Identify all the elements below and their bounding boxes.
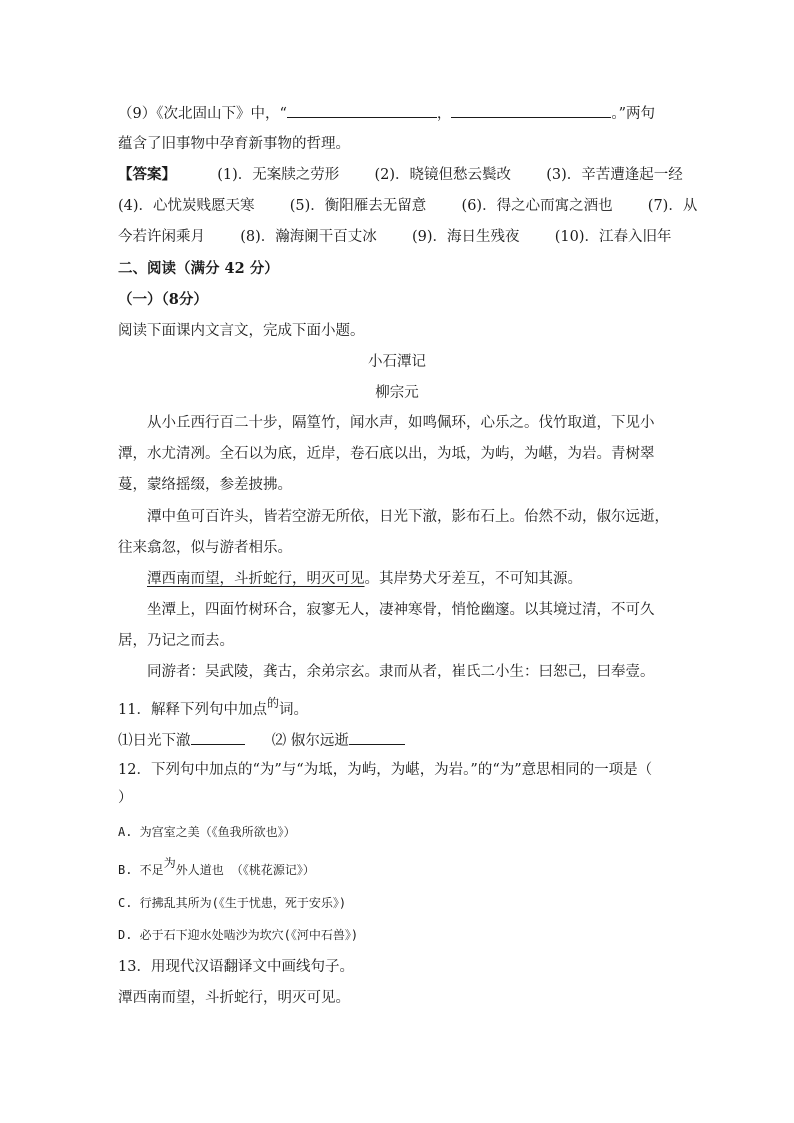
q9-comma: ， (436, 106, 452, 122)
option-d-text: D. 必于石下迎水处啮沙为坎穴(《河中石兽》) (118, 928, 359, 942)
section-subtitle: （一）（8分） (118, 291, 208, 308)
q12-title-end: ） (118, 790, 133, 806)
q12-option-b[interactable] (118, 856, 315, 880)
answer-item: (9)．海日生残夜 (411, 229, 520, 245)
answer-item: (7)．从 (647, 198, 698, 214)
q11-item-1: ⑴日光下澈 (118, 733, 191, 749)
q11-superscript: 的 (266, 696, 279, 710)
q12-option-d[interactable] (118, 925, 358, 945)
q11-blank-1[interactable] (191, 730, 245, 745)
option-c-text: C. 行拂乱其所为(《生于忧患，死于安乐》) (118, 896, 347, 910)
q13-title: 13．用现代汉语翻译文中画线句子。 (118, 959, 354, 975)
passage-title: 小石潭记 (368, 354, 426, 370)
option-b-text-end: 外人道也 （《桃花源记》） (175, 863, 315, 877)
q12-option-a[interactable] (118, 822, 296, 842)
answer-item: (6)．得之心而寓之酒也 (461, 198, 613, 214)
q9-blank-1[interactable] (287, 103, 437, 118)
answer-item: (1)．无案牍之劳形 (217, 167, 340, 183)
answer-item: (2)．晓镜但愁云鬓改 (374, 167, 512, 183)
q11-blank-2[interactable] (349, 730, 405, 745)
answer-row-1 (118, 165, 683, 185)
answer-row-3 (118, 227, 672, 247)
q9-line1 (118, 103, 655, 124)
passage-author: 柳宗元 (375, 385, 419, 401)
passage-paragraph-5: 同游者：吴武陵，龚古，余弟宗玄。隶而从者，崔氏二小生：曰恕己，曰奉壹。 (147, 664, 655, 680)
q9-prefix: （9）《次北固山下》中，“ (118, 106, 287, 122)
passage-paragraph-2: 潭中鱼可百许头，皆若空游无所依，日光下澈，影布石上。佁然不动，俶尔远逝，往来翕忽，似与游者相乐。 (118, 509, 669, 556)
answer-row-2 (118, 196, 697, 216)
q12-title: 12．下列句中加点的“为”与“为坻，为屿，为嵁，为岩。”的“为”意思相同的一项是（ (118, 762, 653, 778)
instruction: 阅读下面课内文言文，完成下面小题。 (118, 323, 365, 339)
answer-item: (5)．衡阳雁去无留意 (289, 198, 427, 214)
underlined-sentence: 潭西南而望，斗折蛇行，明灭可见 (147, 571, 365, 587)
passage-paragraph-3 (118, 564, 678, 595)
paragraph-3-rest: 。其岸势犬牙差互，不可知其源。 (364, 571, 582, 587)
answer-item: 今若许闲乘月 (118, 229, 205, 245)
q11-text-end: 词。 (278, 702, 308, 718)
q11-item-2: ⑵ 俶尔远逝 (271, 733, 349, 749)
passage-paragraph-1: 从小丘西行百二十步，隔篁竹，闻水声，如鸣佩环，心乐之。伐竹取道，下见小潭，水尤清冽。全石以为底，近岸，卷石底以出，为坻，为屿，为嵁，为岩。青树翠蔓，蒙络摇缀，参差披拂。 (118, 415, 655, 493)
q9-suffix: 。”两句 (611, 106, 656, 122)
option-a-text: A. 为宫室之美（《鱼我所欲也》） (118, 825, 296, 839)
q11-title (118, 696, 308, 720)
option-b-superscript: 为 (163, 856, 176, 870)
answer-item: (4)．心忧炭贱愿天寒 (118, 198, 255, 214)
answer-item: (10)．江春入旧年 (554, 229, 672, 245)
answer-label: 【答案】 (118, 166, 176, 183)
answer-item: (3)．辛苦遭逢起一经 (546, 167, 683, 183)
q9-line2: 蕴含了旧事物中孕育新事物的哲理。 (118, 136, 350, 152)
q9-blank-2[interactable] (451, 103, 611, 118)
section-title: 二、阅读（满分 42 分） (118, 260, 279, 277)
option-b-text: B. 不足 (118, 863, 164, 877)
q11-text: 11．解释下列句中加点 (118, 702, 267, 718)
q12-option-c[interactable] (118, 893, 346, 913)
q11-items (118, 730, 405, 751)
passage-paragraph-4: 坐潭上，四面竹树环合，寂寥无人，凄神寒骨，悄怆幽邃。以其境过清，不可久居，乃记之而去。 (118, 602, 655, 649)
q13-sentence: 潭西南而望，斗折蛇行，明灭可见。 (118, 990, 350, 1006)
answer-item: (8)．瀚海阑干百丈冰 (240, 229, 377, 245)
